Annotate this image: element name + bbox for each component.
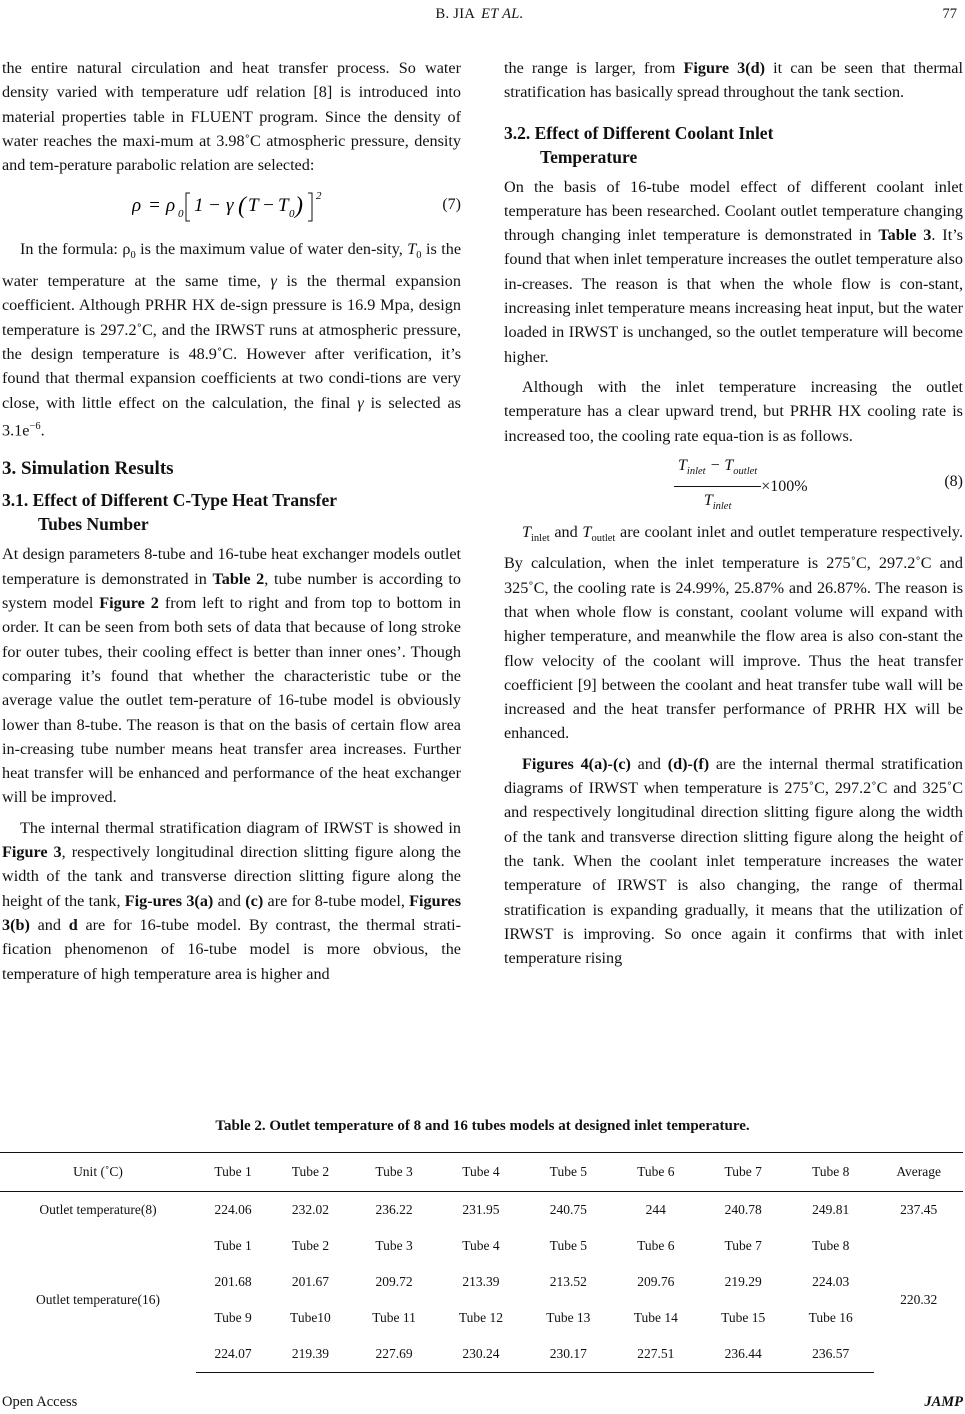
author-name: B. JIA — [435, 6, 476, 22]
table-cell: Tube 9 — [214, 1310, 252, 1325]
table-cell: 244 — [645, 1202, 666, 1217]
equation-7-number: (7) — [442, 196, 461, 214]
open-access-label: Open Access — [2, 1394, 78, 1410]
section-3-1-paragraph-2: The internal thermal stratification diagram of IRWST is showed in Figure 3, respectively longitudinal direction slitting figure along the width of the tank and transverse direction slitting figure along the height of the tank, Fig-ures 3(a) and (c) are for 8-tube model, Figures 3(b) and d are for 16-tube model. By contrast, the thermal strati-fication phenomenon of 16-tube model is more obvious, the temperature of high temperature area is higher and — [2, 818, 462, 983]
figure-3d-reference[interactable]: Figure 3(d) — [683, 59, 766, 77]
svg-text:(: ( — [238, 193, 246, 220]
table-cell: Tube 15 — [721, 1310, 766, 1325]
table-2-caption: Table 2. Outlet temperature of 8 and 16 tubes models at designed inlet temperature. — [215, 1118, 750, 1134]
table-header-cell: Tube 7 — [700, 1153, 787, 1192]
table-header-cell: Tube 2 — [270, 1153, 351, 1192]
table-cell: Tube 14 — [633, 1310, 678, 1325]
table-header-cell: Tube 1 — [196, 1153, 270, 1192]
continuation-paragraph: the range is larger, from Figure 3(d) it can be seen that thermal stratification has basically spread throughout the tank section. — [504, 59, 963, 102]
table-cell: Tube 1 — [214, 1238, 252, 1253]
svg-text:0: 0 — [289, 208, 295, 221]
table-cell: 213.52 — [549, 1274, 587, 1289]
formula-explanation-paragraph: In the formula: $\rho_0$ is the maximum value of water den-sity, $T_0$ is the water temperature at the same time, γ is the thermal expansion coefficient. Although PRHR HX de-sign pressure is 16.9 Mpa, design temperature is 297.2˚C, and the IRWST runs at atmospheric pressure, the design temperature is 48.9˚C. However after verification, it’s found that thermal expansion coefficients at two condi-tions are very close, with little effect on the calculation, the final γ is selected as $3.1e^{-6}$. — [2, 240, 462, 440]
table-header-cell: Tube 8 — [787, 1153, 874, 1192]
left-column — [2, 56, 461, 986]
table-cell: 231.95 — [462, 1202, 500, 1217]
table-header-cell: Tube 6 — [612, 1153, 699, 1192]
table-cell: 219.39 — [270, 1336, 351, 1373]
table-header-cell: Tube 4 — [437, 1153, 524, 1192]
table-2 — [0, 1118, 965, 1373]
table-cell: 230.17 — [525, 1336, 612, 1373]
equation-8 — [504, 452, 963, 514]
table-cell: 230.24 — [437, 1336, 524, 1373]
table-cell: Tube 2 — [291, 1238, 330, 1253]
table-cell-average-16: 220.32 — [900, 1292, 938, 1308]
figure-3b-reference[interactable]: Figures 3(b) — [2, 891, 462, 934]
table-cell: 224.03 — [812, 1274, 850, 1289]
page-number: 77 — [942, 6, 957, 22]
table-cell: 236.57 — [787, 1336, 874, 1373]
figure-4ac-reference[interactable]: Figures 4(a)-(c) — [522, 754, 631, 773]
figure-2-reference[interactable]: Figure 2 — [99, 594, 159, 613]
svg-text:T: T — [248, 195, 259, 217]
table-cell: 240.78 — [724, 1202, 762, 1217]
table-cell: Tube 5 — [549, 1238, 588, 1253]
svg-text:2: 2 — [316, 190, 322, 203]
svg-text:−: − — [208, 195, 221, 217]
table-header-cell: Tube 3 — [351, 1153, 437, 1192]
section-3-2-paragraph-4: Figures 4(a)-(c) and (d)-(f) are the internal thermal stratification diagrams of IRWST when temperature is 275˚C, 297.2˚C and 325˚C and respectively longitudinal direction slitting figure along the width of the tank and transverse direction slitting figure along the height of the tank. When the coolant inlet temperature increases the water temperature of IRWST is also changing, the range of thermal stratification is expanding gradually, it means that the utilization of IRWST is improving. So once again it confirms that with inlet temperature rising — [504, 754, 964, 968]
table-header-cell: Tube 5 — [525, 1153, 612, 1192]
table-cell: Tube 13 — [546, 1310, 591, 1325]
table-cell: 224.06 — [214, 1202, 252, 1217]
table-cell: 237.45 — [900, 1202, 938, 1217]
svg-text:0: 0 — [178, 208, 184, 221]
equation-7-formula — [132, 187, 332, 227]
equation-8-percent: ×100% — [761, 477, 808, 495]
et-al: ET AL. — [481, 6, 524, 22]
table-cell: 227.51 — [612, 1336, 699, 1373]
table-cell: Tube 4 — [462, 1238, 500, 1253]
table-header-row — [0, 1153, 963, 1192]
equation-8-number: (8) — [944, 472, 963, 490]
table-cell: 232.02 — [291, 1202, 329, 1217]
table-cell: 236.22 — [375, 1202, 413, 1217]
right-column — [504, 56, 963, 970]
table-cell: Tube10 — [290, 1310, 331, 1325]
equation-8-body — [674, 454, 808, 520]
table-row-16-tube-labels-1 — [0, 1228, 963, 1264]
running-head-title — [0, 6, 965, 23]
equation-8-fraction: $\frac{T_{inlet} - T_{outlet}}{T_{inlet}}$ — [674, 454, 761, 520]
figure-3a-reference[interactable]: Fig-ures 3(a) — [124, 891, 214, 910]
svg-text:ρ: ρ — [132, 195, 142, 217]
section-3-heading: 3. Simulation Results — [2, 458, 174, 480]
table-cell: 213.39 — [462, 1274, 500, 1289]
table-cell: Tube 6 — [637, 1238, 675, 1253]
svg-text:−: − — [262, 195, 275, 217]
table-cell: Tube 16 — [808, 1310, 853, 1325]
subsection-3-1-heading: 3.1. Effect of Different C-Type Heat Transfer Tubes Number — [2, 490, 337, 535]
table-2-grid — [0, 1152, 963, 1373]
table-2-reference[interactable]: Table 2 — [212, 569, 265, 588]
table-row-8-tube — [0, 1192, 963, 1229]
table-cell: 219.29 — [724, 1274, 762, 1289]
subsection-3-2-heading: 3.2. Effect of Different Coolant Inlet Temperature — [504, 122, 774, 167]
table-cell: Tube 12 — [458, 1310, 504, 1325]
svg-text:ρ: ρ — [166, 195, 176, 217]
table-cell: 240.75 — [549, 1202, 587, 1217]
svg-text:T: T — [278, 195, 289, 217]
table-cell: 227.69 — [351, 1336, 437, 1373]
table-cell: 201.67 — [291, 1274, 329, 1289]
table-header-cell: Average — [874, 1153, 963, 1192]
table-cell: Tube 3 — [375, 1238, 413, 1253]
equation-7 — [2, 181, 461, 231]
table-cell: 249.81 — [812, 1202, 850, 1217]
table-cell: 236.44 — [700, 1336, 787, 1373]
running-head — [0, 6, 965, 28]
table-3-reference[interactable]: Table 3 — [878, 226, 932, 245]
svg-text:): ) — [295, 193, 303, 220]
row-label: Outlet temperature(8) — [39, 1202, 157, 1217]
row-label: Outlet temperature(16) — [35, 1292, 161, 1308]
table-cell: 209.76 — [637, 1274, 675, 1289]
svg-text:γ: γ — [226, 195, 234, 217]
table-cell: Tube 8 — [811, 1238, 850, 1253]
table-cell: Tube 7 — [724, 1238, 762, 1253]
section-3-2-paragraph-1: On the basis of 16-tube model effect of different coolant inlet temperature has been researched. Coolant outlet temperature changing through changing inlet temperature is demonstrated in Table 3. It’s found that when inlet temperature increases the outlet temperature also in-creases. The reason is that when the whole flow is con-stant, increasing inlet temperature means increasing heat input, but the water loaded in IRWST is unchanged, so the outlet temperature will become higher. — [504, 177, 963, 366]
section-3-2-paragraph-3: $T_{inlet}$ and $T_{outlet}$ are coolant inlet and outlet temperature respectively. By calculation, when the inlet temperature is 275˚C, 297.2˚C and 325˚C, the cooling rate is 24.99%, 25.87% and 26.87%. The reason is that when whole flow is constant, coolant volume will expand with higher temperature, and meanwhile the flow area is also con-stant the flow velocity of the coolant will improve. Thus the heat transfer coefficient [9] between the coolant and heat transfer tube wall will be increased and the heat transfer performance of PRHR HX will be enhanced. — [504, 522, 964, 743]
section-3-2-paragraph-2: Although with the inlet temperature increasing the outlet temperature has a clear upward trend, but PRHR HX cooling rate is increased too, the cooling rate equa-tion is as follows. — [504, 377, 963, 445]
svg-text:1: 1 — [194, 195, 204, 217]
journal-abbreviation: JAMP — [924, 1394, 963, 1410]
table-cell: 201.68 — [214, 1274, 252, 1289]
section-3-1-paragraph-1: At design parameters 8-tube and 16-tube heat exchanger models outlet temperature is demonstrated in Table 2, tube number is according to system model Figure 2 from left to right and from top to bottom in order. It can be seen from both sets of data that because of long stroke for outer tubes, their cooling effect is better than inner ones’. Though comparing it’s found that whether the characteristic tube or the average value the outlet tem-perature of 16-tube model is obviously lower than 8-tube. The reason is that on the basis of certain flow area in-creasing tube number means heat transfer area increases. Further heat transfer will be enhanced and performance of the heat exchanger will be improved. — [2, 545, 462, 807]
equation-7-body — [132, 187, 332, 233]
intro-paragraph: the entire natural circulation and heat transfer process. So water density varied with temperature udf relation [8] is introduced into material properties table in FLUENT program. Since the density of water reaches the maxi-mum at 3.98˚C atmospheric pressure, density and tem-perature parabolic relation are selected: — [2, 59, 461, 175]
table-cell: 224.07 — [196, 1336, 270, 1373]
figure-3-reference[interactable]: Figure 3 — [2, 843, 62, 862]
figure-4df-reference[interactable]: (d)-(f) — [667, 754, 710, 773]
table-unit-header: Unit (˚C) — [0, 1153, 196, 1192]
svg-text:=: = — [148, 195, 161, 217]
table-cell: 209.72 — [375, 1274, 413, 1289]
table-cell: Tube 11 — [372, 1310, 416, 1325]
